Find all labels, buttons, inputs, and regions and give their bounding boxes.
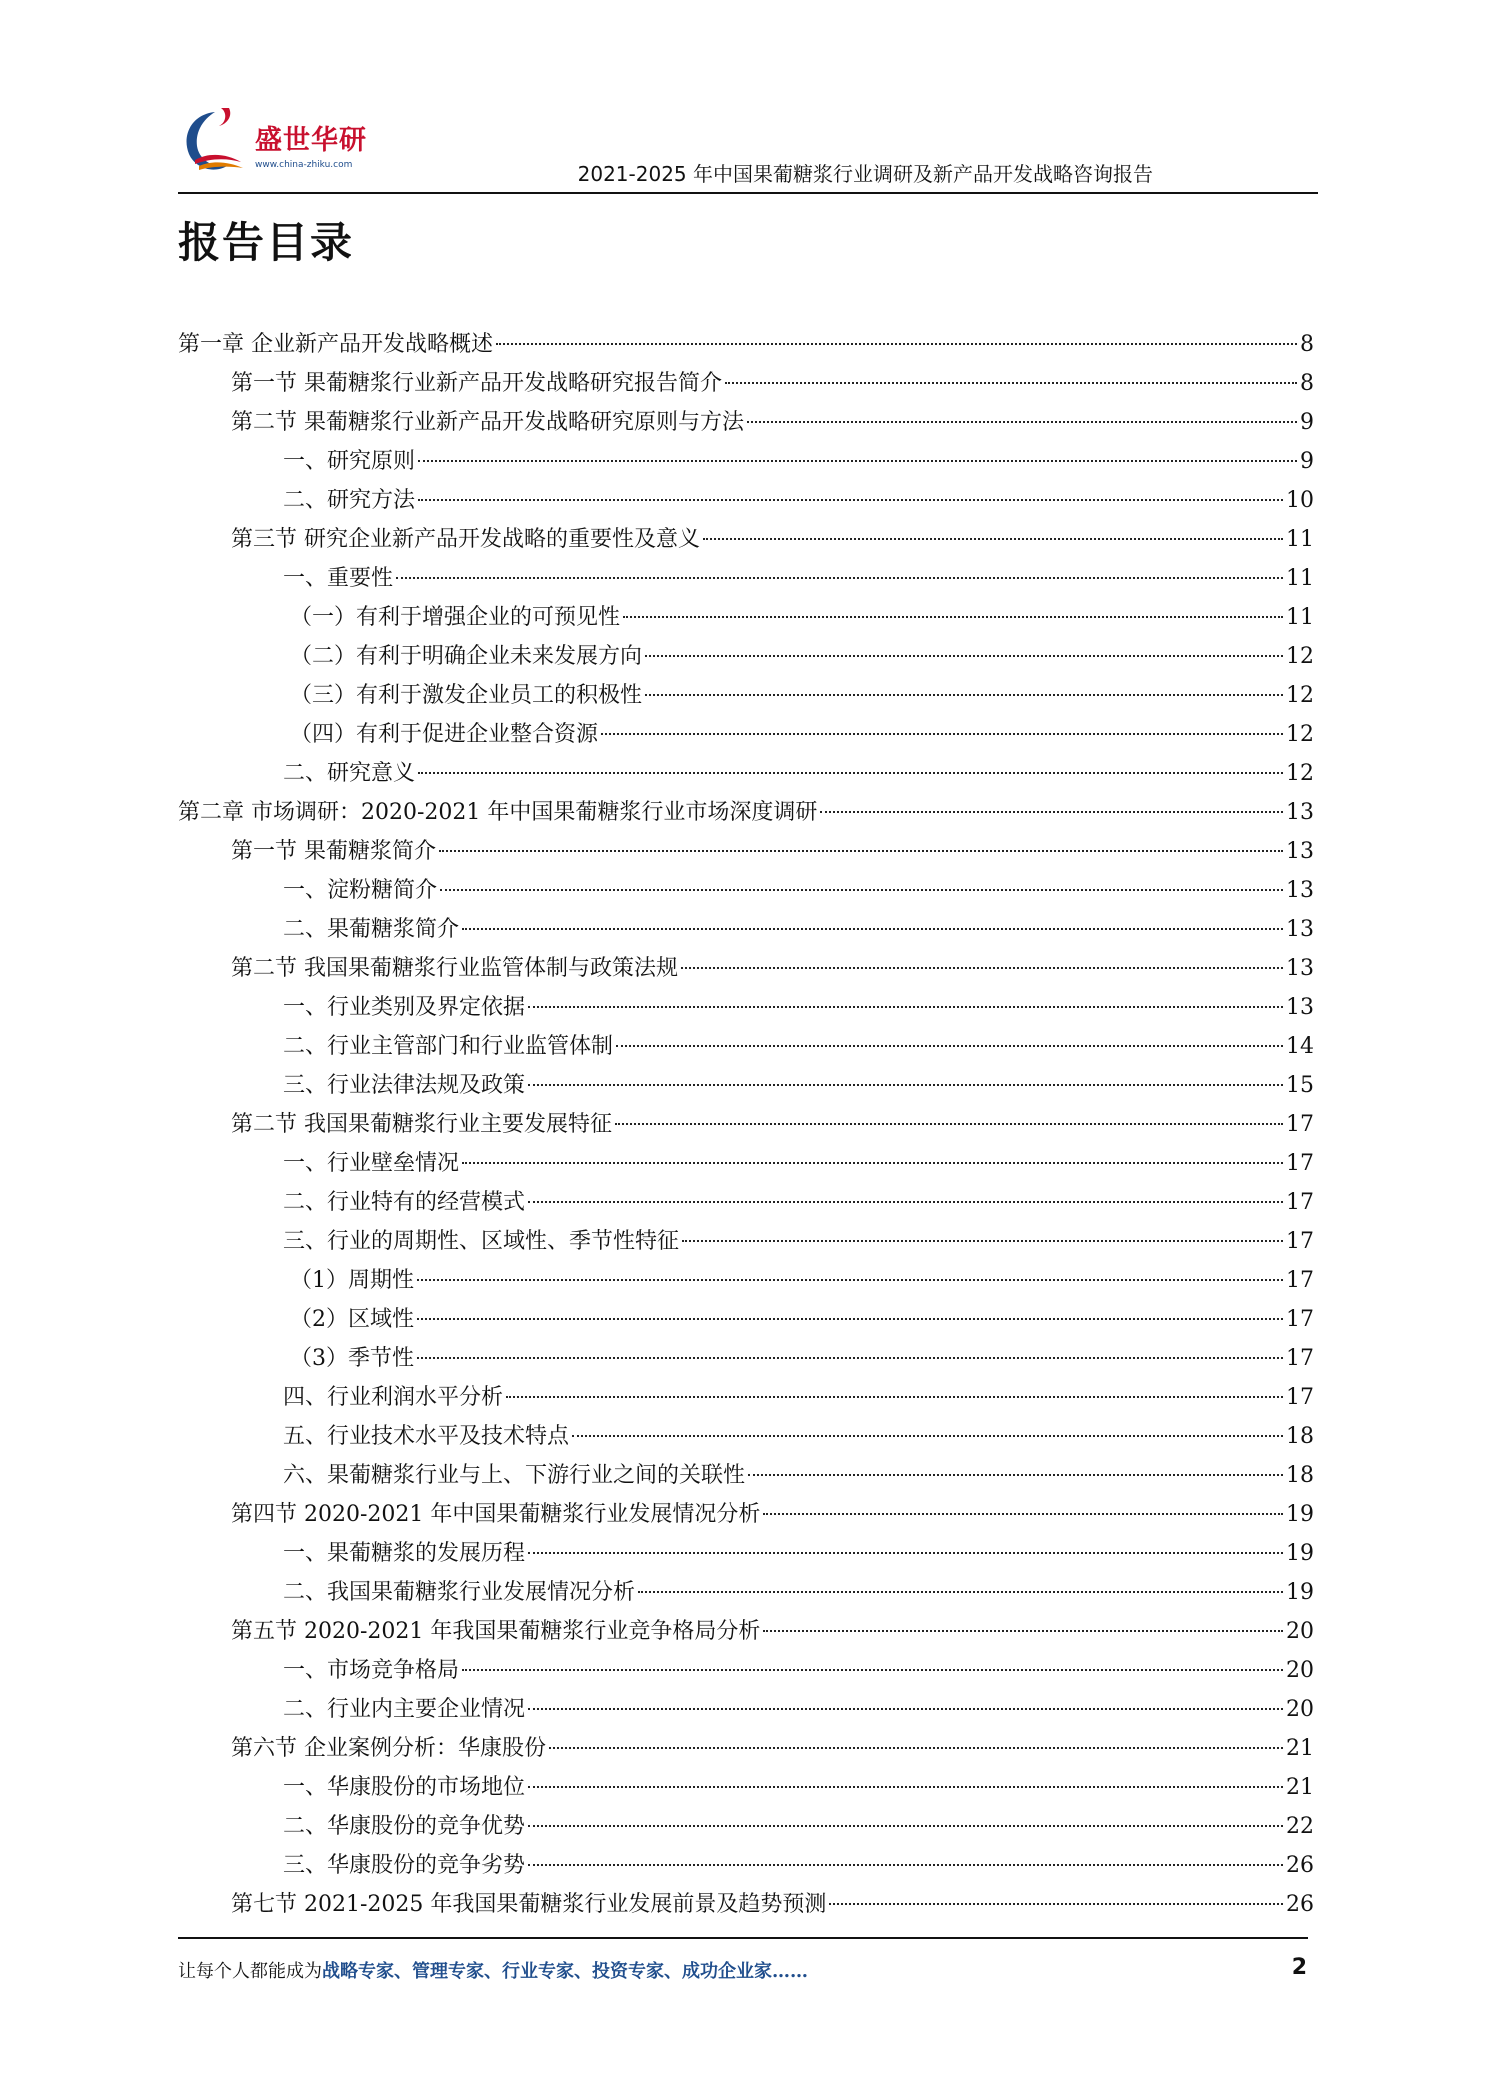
toc-entry-page: 13	[1286, 800, 1314, 825]
toc-entry[interactable]	[178, 1846, 1314, 1885]
toc-entry-page: 8	[1300, 332, 1314, 357]
toc-dot-leader	[623, 616, 1283, 618]
toc-entry-title: 一、重要性	[283, 566, 394, 591]
toc-dot-leader	[528, 1708, 1283, 1710]
toc-entry[interactable]	[178, 1534, 1314, 1573]
toc-entry-page: 18	[1286, 1424, 1314, 1449]
toc-entry-title: 第五节 2020-2021 年我国果葡糖浆行业竞争格局分析	[231, 1619, 761, 1644]
toc-entry-page: 20	[1286, 1619, 1314, 1644]
toc-entry[interactable]	[178, 364, 1314, 403]
toc-dot-leader	[615, 1123, 1283, 1125]
toc-entry[interactable]	[178, 1417, 1314, 1456]
toc-entry-title: 三、行业法律法规及政策	[283, 1073, 526, 1098]
toc-entry-title: 六、果葡糖浆行业与上、下游行业之间的关联性	[283, 1463, 746, 1488]
toc-dot-leader	[528, 1552, 1283, 1554]
toc-dot-leader	[829, 1903, 1283, 1905]
toc-entry[interactable]	[178, 1651, 1314, 1690]
toc-entry-title: 四、行业利润水平分析	[283, 1385, 504, 1410]
toc-entry-page: 17	[1286, 1307, 1314, 1332]
toc-entry-page: 17	[1286, 1190, 1314, 1215]
toc-entry-page: 9	[1300, 449, 1314, 474]
toc-dot-leader	[681, 967, 1283, 969]
toc-entry-title: （2）区域性	[290, 1307, 414, 1332]
toc-entry-title: 二、华康股份的竞争优势	[283, 1814, 526, 1839]
toc-dot-leader	[528, 1201, 1283, 1203]
toc-entry[interactable]	[178, 1339, 1314, 1378]
toc-dot-leader	[462, 928, 1283, 930]
toc-entry-page: 13	[1286, 839, 1314, 864]
toc-entry[interactable]	[178, 1300, 1314, 1339]
toc-dot-leader	[462, 1162, 1283, 1164]
toc-entry[interactable]	[178, 715, 1314, 754]
toc-dot-leader	[528, 1084, 1283, 1086]
toc-entry[interactable]	[178, 910, 1314, 949]
toc-dot-leader	[601, 733, 1283, 735]
footer-slogan-highlight: 战略专家、管理专家、行业专家、投资专家、成功企业家……	[322, 1961, 808, 1982]
toc-dot-leader	[506, 1396, 1283, 1398]
toc-entry-page: 9	[1300, 410, 1314, 435]
toc-entry-page: 20	[1286, 1697, 1314, 1722]
toc-dot-leader	[496, 343, 1297, 345]
toc-entry[interactable]	[178, 1456, 1314, 1495]
toc-entry-page: 19	[1286, 1580, 1314, 1605]
toc-dot-leader	[418, 772, 1283, 774]
toc-entry[interactable]	[178, 1768, 1314, 1807]
toc-entry-page: 17	[1286, 1346, 1314, 1371]
toc-entry-page: 12	[1286, 761, 1314, 786]
toc-entry-title: 三、华康股份的竞争劣势	[283, 1853, 526, 1878]
toc-entry[interactable]	[178, 949, 1314, 988]
toc-dot-leader	[820, 811, 1283, 813]
header-divider	[178, 192, 1318, 194]
toc-entry[interactable]	[178, 988, 1314, 1027]
toc-entry-title: （一）有利于增强企业的可预见性	[290, 605, 621, 630]
toc-dot-leader	[645, 655, 1283, 657]
toc-dot-leader	[528, 1006, 1283, 1008]
toc-dot-leader	[417, 1279, 1283, 1281]
footer-slogan-prefix: 让每个人都能成为	[178, 1961, 322, 1982]
toc-entry-page: 26	[1286, 1892, 1314, 1917]
toc-entry-title: 二、行业特有的经营模式	[283, 1190, 526, 1215]
toc-dot-leader	[725, 382, 1297, 384]
toc-entry-page: 13	[1286, 878, 1314, 903]
toc-entry-title: 二、研究方法	[283, 488, 416, 513]
toc-entry-page: 19	[1286, 1502, 1314, 1527]
toc-dot-leader	[572, 1435, 1283, 1437]
toc-entry-page: 8	[1300, 371, 1314, 396]
toc-entry-page: 13	[1286, 956, 1314, 981]
toc-entry-title: 第二节 我国果葡糖浆行业主要发展特征	[231, 1112, 612, 1137]
toc-entry-title: 第一章 企业新产品开发战略概述	[178, 332, 493, 357]
toc-entry[interactable]	[178, 1027, 1314, 1066]
toc-entry-page: 12	[1286, 644, 1314, 669]
toc-entry[interactable]	[178, 1885, 1314, 1924]
toc-dot-leader	[748, 1474, 1283, 1476]
toc-entry[interactable]	[178, 442, 1314, 481]
page-number: 2	[1291, 1955, 1307, 1980]
toc-entry-page: 12	[1286, 683, 1314, 708]
toc-entry[interactable]	[178, 1495, 1314, 1534]
toc-entry-title: 五、行业技术水平及技术特点	[283, 1424, 570, 1449]
toc-entry-page: 17	[1286, 1229, 1314, 1254]
toc-entry-title: 二、行业内主要企业情况	[283, 1697, 526, 1722]
toc-entry[interactable]	[178, 1378, 1314, 1417]
logo-swoosh-icon	[175, 102, 255, 182]
toc-entry[interactable]	[178, 598, 1314, 637]
page-title: 报告目录	[178, 218, 355, 267]
toc-dot-leader	[418, 460, 1297, 462]
toc-entry-title: 第一节 果葡糖浆简介	[231, 839, 436, 864]
toc-entry-page: 12	[1286, 722, 1314, 747]
toc-entry-title: （四）有利于促进企业整合资源	[290, 722, 599, 747]
toc-entry-title: 第一节 果葡糖浆行业新产品开发战略研究报告简介	[231, 371, 722, 396]
company-logo	[175, 102, 390, 182]
toc-entry-title: （1）周期性	[290, 1268, 414, 1293]
toc-entry[interactable]	[178, 1807, 1314, 1846]
toc-entry[interactable]	[178, 1066, 1314, 1105]
toc-entry-title: 一、淀粉糖简介	[283, 878, 438, 903]
toc-entry[interactable]	[178, 403, 1314, 442]
toc-entry[interactable]	[178, 1222, 1314, 1261]
toc-dot-leader	[682, 1240, 1283, 1242]
toc-entry-title: 一、果葡糖浆的发展历程	[283, 1541, 526, 1566]
toc-entry[interactable]	[178, 1690, 1314, 1729]
footer-slogan	[178, 1957, 808, 1983]
toc-entry[interactable]	[178, 1105, 1314, 1144]
toc-dot-leader	[439, 850, 1283, 852]
toc-entry[interactable]	[178, 676, 1314, 715]
toc-entry[interactable]	[178, 1261, 1314, 1300]
toc-dot-leader	[417, 1318, 1283, 1320]
table-of-contents	[178, 325, 1314, 1924]
toc-entry-title: 一、研究原则	[283, 449, 416, 474]
toc-dot-leader	[638, 1591, 1283, 1593]
toc-entry-page: 17	[1286, 1151, 1314, 1176]
toc-dot-leader	[528, 1786, 1283, 1788]
toc-dot-leader	[763, 1630, 1283, 1632]
toc-entry[interactable]	[178, 871, 1314, 910]
toc-entry[interactable]	[178, 559, 1314, 598]
toc-entry-page: 11	[1286, 605, 1314, 630]
toc-entry-title: 第七节 2021-2025 年我国果葡糖浆行业发展前景及趋势预测	[231, 1892, 827, 1917]
toc-entry[interactable]	[178, 832, 1314, 871]
logo-name: 盛世华研	[255, 125, 367, 156]
toc-entry-page: 17	[1286, 1385, 1314, 1410]
toc-dot-leader	[549, 1747, 1283, 1749]
toc-entry-title: 一、华康股份的市场地位	[283, 1775, 526, 1800]
toc-entry-page: 26	[1286, 1853, 1314, 1878]
toc-entry-title: （三）有利于激发企业员工的积极性	[290, 683, 643, 708]
toc-entry-page: 13	[1286, 917, 1314, 942]
toc-entry[interactable]	[178, 1144, 1314, 1183]
toc-entry-title: 二、行业主管部门和行业监管体制	[283, 1034, 614, 1059]
toc-entry-title: 二、我国果葡糖浆行业发展情况分析	[283, 1580, 636, 1605]
toc-entry[interactable]	[178, 1573, 1314, 1612]
toc-entry-page: 10	[1286, 488, 1314, 513]
toc-entry-title: 一、行业类别及界定依据	[283, 995, 526, 1020]
footer-divider	[178, 1937, 1308, 1939]
toc-dot-leader	[645, 694, 1283, 696]
toc-entry-title: 二、果葡糖浆简介	[283, 917, 460, 942]
toc-entry-page: 17	[1286, 1268, 1314, 1293]
toc-entry-page: 18	[1286, 1463, 1314, 1488]
toc-entry-title: 第六节 企业案例分析：华康股份	[231, 1736, 546, 1761]
toc-dot-leader	[418, 499, 1283, 501]
toc-entry[interactable]	[178, 1183, 1314, 1222]
logo-url: www.china-zhiku.com	[255, 160, 353, 170]
toc-entry-title: 第二节 果葡糖浆行业新产品开发战略研究原则与方法	[231, 410, 744, 435]
toc-entry[interactable]	[178, 520, 1314, 559]
toc-entry-title: 第二章 市场调研：2020-2021 年中国果葡糖浆行业市场深度调研	[178, 800, 818, 825]
toc-entry-title: 第三节 研究企业新产品开发战略的重要性及意义	[231, 527, 700, 552]
toc-entry-page: 19	[1286, 1541, 1314, 1566]
toc-entry[interactable]	[178, 637, 1314, 676]
toc-entry-page: 14	[1286, 1034, 1314, 1059]
toc-entry-title: 三、行业的周期性、区域性、季节性特征	[283, 1229, 680, 1254]
toc-entry-page: 22	[1286, 1814, 1314, 1839]
toc-entry-title: （二）有利于明确企业未来发展方向	[290, 644, 643, 669]
toc-entry[interactable]	[178, 754, 1314, 793]
toc-dot-leader	[528, 1825, 1283, 1827]
toc-dot-leader	[703, 538, 1283, 540]
toc-dot-leader	[417, 1357, 1283, 1359]
toc-entry[interactable]	[178, 793, 1314, 832]
toc-entry[interactable]	[178, 1729, 1314, 1768]
toc-entry-page: 15	[1286, 1073, 1314, 1098]
toc-entry-title: 第二节 我国果葡糖浆行业监管体制与政策法规	[231, 956, 678, 981]
toc-entry-title: （3）季节性	[290, 1346, 414, 1371]
toc-entry[interactable]	[178, 1612, 1314, 1651]
toc-entry-title: 一、行业壁垒情况	[283, 1151, 460, 1176]
toc-entry-page: 21	[1286, 1775, 1314, 1800]
toc-dot-leader	[763, 1513, 1283, 1515]
toc-entry-page: 11	[1286, 527, 1314, 552]
toc-entry-title: 二、研究意义	[283, 761, 416, 786]
toc-entry-page: 21	[1286, 1736, 1314, 1761]
toc-entry-title: 第四节 2020-2021 年中国果葡糖浆行业发展情况分析	[231, 1502, 761, 1527]
toc-entry-title: 一、市场竞争格局	[283, 1658, 460, 1683]
toc-entry-page: 17	[1286, 1112, 1314, 1137]
toc-entry[interactable]	[178, 481, 1314, 520]
toc-entry-page: 20	[1286, 1658, 1314, 1683]
toc-dot-leader	[462, 1669, 1283, 1671]
toc-entry[interactable]	[178, 325, 1314, 364]
toc-dot-leader	[528, 1864, 1283, 1866]
toc-entry-page: 13	[1286, 995, 1314, 1020]
toc-dot-leader	[616, 1045, 1283, 1047]
report-header-title: 2021-2025 年中国果葡糖浆行业调研及新产品开发战略咨询报告	[577, 162, 1153, 186]
toc-dot-leader	[396, 577, 1283, 579]
toc-dot-leader	[747, 421, 1297, 423]
toc-entry-page: 11	[1286, 566, 1314, 591]
toc-dot-leader	[440, 889, 1283, 891]
